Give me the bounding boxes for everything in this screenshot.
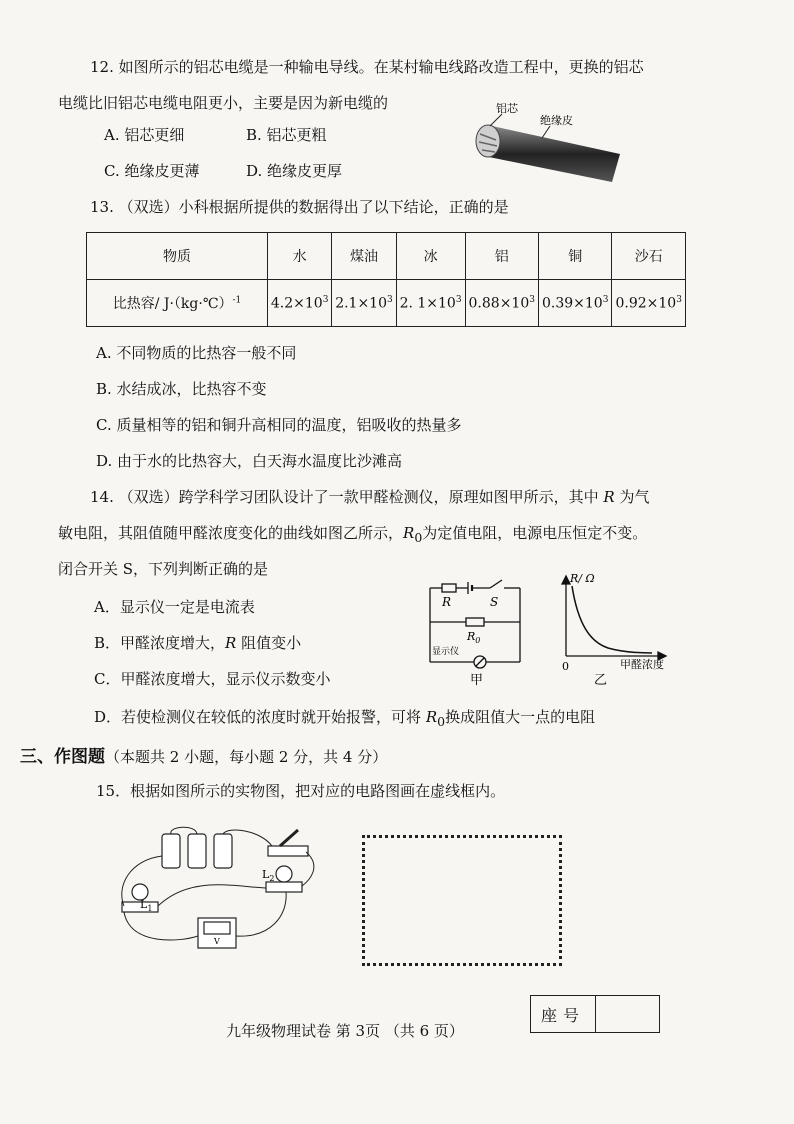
aluminum-cable-figure xyxy=(462,96,632,188)
q12-option-d: D. 绝缘皮更厚 xyxy=(246,162,343,180)
q14-stem-line1: 14. （双选）跨学科学习团队设计了一款甲醛检测仪，原理如图甲所示，其中 R 为气 xyxy=(90,488,650,506)
table-cell: $0.88\times 10^3$ xyxy=(465,280,538,327)
battery-cell xyxy=(188,834,206,868)
wire xyxy=(302,852,314,886)
graph-x-label: 甲醛浓度 xyxy=(620,658,664,671)
q12-option-c: C. 绝缘皮更薄 xyxy=(104,162,200,180)
label-r: R xyxy=(442,595,452,609)
q15-stem: 15．根据如图所示的实物图，把对应的电路图画在虚线框内。 xyxy=(96,782,506,800)
table-header-cell: 铜 xyxy=(538,233,611,280)
battery-cell xyxy=(162,834,180,868)
q13-option-a: A. 不同物质的比热容一般不同 xyxy=(96,344,297,362)
table-header-cell: 煤油 xyxy=(332,233,396,280)
seat-number-label: 座号 xyxy=(531,996,596,1032)
seat-number-box xyxy=(530,995,660,1033)
q12-stem-line1: 12. 如图所示的铝芯电缆是一种输电导线。在某村输电线路改造工程中，更换的铝芯 xyxy=(90,58,644,76)
wire xyxy=(171,827,197,834)
page-footer: 九年级物理试卷 第 3页 （共 6 页） xyxy=(226,1022,464,1040)
q14-stem-line2: 敏电阻，其阻值随甲醛浓度变化的曲线如图乙所示，$R_0$为定值电阻，电源电压恒定不变。 xyxy=(58,524,648,545)
label-r0: $R_0$ xyxy=(467,630,481,645)
q12-stem-line2: 电缆比旧铝芯电缆电阻更小，主要是因为新电缆的 xyxy=(58,94,389,112)
q12-option-a: A. 铝芯更细 xyxy=(104,126,185,144)
label-insulation: 绝缘皮 xyxy=(540,114,573,127)
voltmeter-dial xyxy=(204,922,230,934)
table-cell: $0.39\times 10^3$ xyxy=(538,280,611,327)
label-display-meter: 显示仪 xyxy=(432,647,460,657)
label-core: 铝芯 xyxy=(496,102,518,115)
q14-stem-line3: 闭合开关 S，下列判断正确的是 xyxy=(58,560,269,578)
resistor-r-symbol xyxy=(442,584,456,592)
table-header-cell: 水 xyxy=(268,233,332,280)
q12-option-b: B. 铝芯更粗 xyxy=(246,126,327,144)
table-header-cell: 铝 xyxy=(465,233,538,280)
battery-cell xyxy=(214,834,232,868)
table-row xyxy=(87,233,686,280)
skin-leader-line xyxy=(542,126,550,138)
graph-origin: 0 xyxy=(562,660,569,673)
cable-core-end xyxy=(476,125,500,157)
table-row-label: 比热容/ J·（kg·℃）$^{-1}$ xyxy=(87,280,268,327)
table-cell: 2. $1\times 10^3$ xyxy=(396,280,465,327)
table-cell: $0.92\times 10^3$ xyxy=(612,280,686,327)
specific-heat-table xyxy=(86,232,686,327)
wire xyxy=(158,885,266,906)
q13-option-c: C. 质量相等的铝和铜升高相同的温度，铝吸收的热量多 xyxy=(96,416,462,434)
q14-option-c: C．甲醛浓度增大，显示仪示数变小 xyxy=(94,670,331,688)
seat-number-field[interactable] xyxy=(596,996,659,1032)
q14-option-a: A．显示仪一定是电流表 xyxy=(94,598,255,616)
physical-circuit-figure xyxy=(110,826,330,970)
label-voltmeter: V xyxy=(214,937,220,946)
switch-lever xyxy=(280,830,298,846)
table-header-label: 物质 xyxy=(87,233,268,280)
table-row xyxy=(87,280,686,327)
answer-dashed-box[interactable] xyxy=(362,835,562,966)
q14-option-d: D．若使检测仪在较低的浓度时就开始报警，可将 $R_0$换成阻值大一点的电阻 xyxy=(94,708,596,729)
switch-base xyxy=(268,846,308,856)
bulb-l2-base xyxy=(266,882,302,892)
table-cell: $4.2\times 10^3$ xyxy=(268,280,332,327)
resistance-curve xyxy=(572,586,652,653)
label-l2: $L_2$ xyxy=(262,868,275,883)
wire xyxy=(236,892,286,936)
y-axis-arrow xyxy=(562,576,570,584)
q13-option-b: B. 水结成冰，比热容不变 xyxy=(96,380,267,398)
core-leader-line xyxy=(490,114,502,126)
table-header-cell: 沙石 xyxy=(612,233,686,280)
q14-option-b: B．甲醛浓度增大，R 阻值变小 xyxy=(94,634,302,652)
section-3-heading: 三、作图题（本题共 2 小题，每小题 2 分，共 4 分） xyxy=(20,747,388,767)
caption-yi: 乙 xyxy=(594,673,608,686)
wire xyxy=(124,912,198,940)
resistance-concentration-graph xyxy=(548,572,678,686)
graph-y-label: R/ Ω xyxy=(570,572,595,585)
cable-insulation-shape xyxy=(484,126,620,182)
caption-jia: 甲 xyxy=(470,673,484,686)
q13-stem: 13. （双选）小科根据所提供的数据得出了以下结论，正确的是 xyxy=(90,198,509,216)
meter-needle xyxy=(476,658,484,666)
formaldehyde-circuit-diagram xyxy=(420,574,530,686)
bulb-l2 xyxy=(276,866,292,882)
table-header-cell: 冰 xyxy=(396,233,465,280)
switch-s-lever xyxy=(490,580,502,588)
label-l1: $L_1$ xyxy=(140,898,153,913)
resistor-r0-symbol xyxy=(466,618,484,626)
label-s: S xyxy=(490,595,499,609)
table-cell: $2.1\times 10^3$ xyxy=(332,280,396,327)
q13-option-d: D. 由于水的比热容大，白天海水温度比沙滩高 xyxy=(96,452,403,470)
